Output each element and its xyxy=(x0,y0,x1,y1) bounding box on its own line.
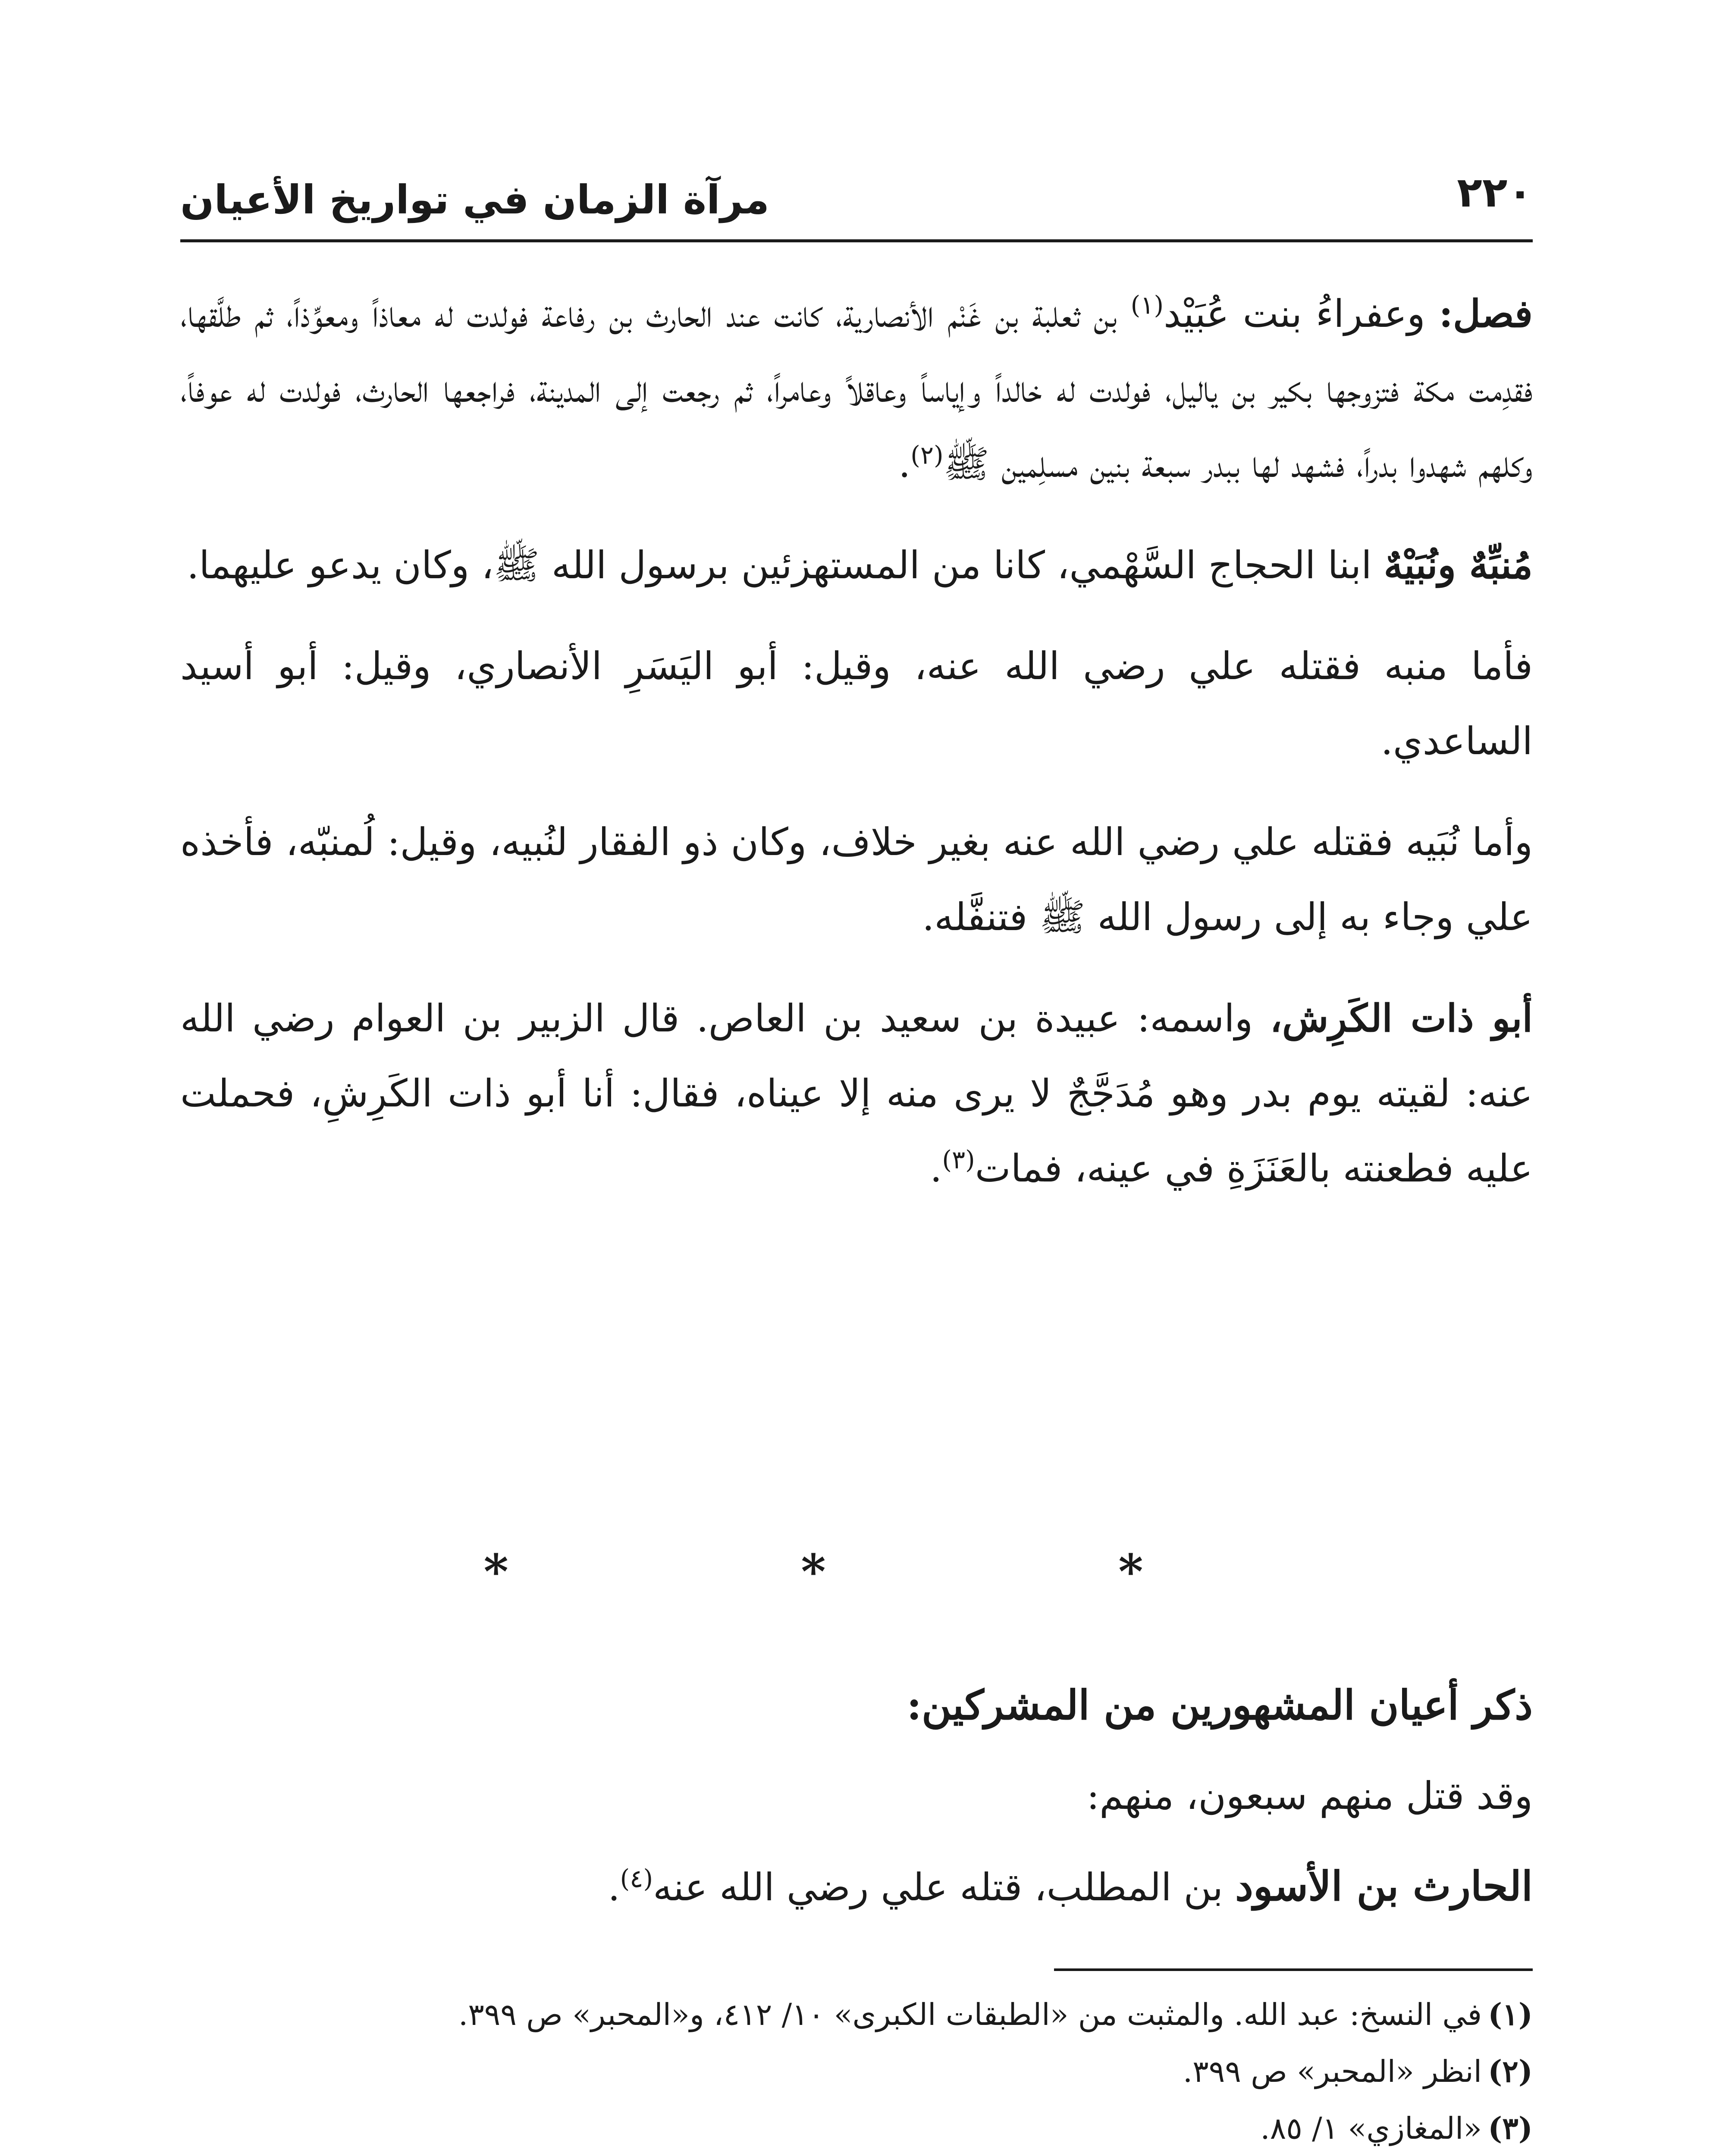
paragraph-text: . xyxy=(898,442,911,486)
paragraph-text: بن ثعلبة بن غَنْم الأنصارية، كانت عند الحارث بن رفاعة فولدت له معاذاً ومعوِّذاً، ثم طلَّقها، فقدِمت مكة فتزوجها بكير بن ياليل، فولدت له خالداً وإياساً وعاقلاً وعامراً، ثم رجعت إلى المدينة، فراجعها الحارث، فولدت له عوفاً، وكلهم شهدوا بدراً، فشهد لها ببدر سبعة بنين مسلِمين ﷺ xyxy=(180,291,1533,486)
header-rule xyxy=(180,239,1533,242)
paragraph-lead: فصل: xyxy=(1439,291,1533,336)
footnote-rule xyxy=(1054,1968,1533,1971)
divider-star: * xyxy=(483,1544,595,1599)
paragraph-text: وأما نُبَيه فقتله علي رضي الله عنه بغير خلاف، وكان ذو الفقار لنُبيه، وقيل: لُمنبّه، فأخذه علي وجاء به إلى رسول الله ﷺ فتنفَّله. xyxy=(180,820,1533,939)
paragraph-afra xyxy=(180,276,1533,501)
main-text xyxy=(180,276,1533,1232)
footnote-text: «المغازي» ١/ ٨٥. xyxy=(1260,2111,1482,2146)
item-text: . xyxy=(608,1865,620,1909)
paragraph-text: فأما منبه فقتله علي رضي الله عنه، وقيل: أبو اليَسَرِ الأنصاري، وقيل: أبو أسيد الساعدي. xyxy=(180,644,1533,763)
page-number: ٢٢٠ xyxy=(1457,168,1533,216)
section-item xyxy=(180,1846,1533,1928)
paragraph-lead: مُنبِّهٌ ونُبَيْهٌ xyxy=(1384,542,1533,587)
paragraph-munabbih xyxy=(180,527,1533,603)
footnote-number: (٣) xyxy=(1488,2110,1533,2146)
footnote-number: (١) xyxy=(1488,1996,1533,2032)
paragraph-text: واسمه: عبيدة بن سعيد بن العاص. قال الزبير بن العوام رضي الله عنه: لقيته يوم بدر وهو مُدَجَّجٌ لا يرى منه إلا عيناه، فقال: أنا أبو ذات الكَرِشِ، فحملت عليه فطعنته بالعَنَزَةِ في عينه، فمات xyxy=(180,996,1533,1191)
item-lead: الحارث بن الأسود xyxy=(1235,1863,1533,1910)
item-text: بن المطلب، قتله علي رضي الله عنه xyxy=(653,1865,1235,1909)
running-title: مرآة الزمان في تواريخ الأعيان xyxy=(180,177,769,223)
paragraph-abu-dhat-al-karish xyxy=(180,981,1533,1206)
footnote-ref-3[interactable]: (٣) xyxy=(942,1145,975,1175)
paragraph-munabbih-killer xyxy=(180,629,1533,779)
footnote-number: (٢) xyxy=(1488,2053,1533,2089)
paragraph-nubayh xyxy=(180,805,1533,955)
section-divider xyxy=(0,1544,1713,1599)
footnote-1 xyxy=(180,1988,1533,2041)
paragraph-text: . xyxy=(930,1146,942,1191)
paragraph-lead: أبو ذات الكَرِش، xyxy=(1270,996,1533,1040)
section-heading: ذكر أعيان المشهورين من المشركين: xyxy=(907,1682,1533,1729)
footnotes xyxy=(180,1988,1533,2156)
section-polytheists xyxy=(180,1664,1533,1937)
paragraph-text: وعفراءُ بنت عُبَيْد xyxy=(1164,291,1439,336)
page-header xyxy=(180,164,1533,229)
footnote-text: انظر «المحبر» ص ٣٩٩. xyxy=(1183,2054,1482,2089)
paragraph-text: ابنا الحجاج السَّهْمي، كانا من المستهزئين برسول الله ﷺ، وكان يدعو عليهما. xyxy=(187,543,1384,587)
footnote-3 xyxy=(180,2102,1533,2155)
divider-star: * xyxy=(1118,1544,1230,1599)
section-intro: وقد قتل منهم سبعون، منهم: xyxy=(1086,1774,1533,1818)
footnote-2 xyxy=(180,2045,1533,2098)
divider-star: * xyxy=(801,1544,912,1599)
footnote-text: في النسخ: عبد الله. والمثبت من «الطبقات الكبرى» ١٠/ ٤١٢، و«المحبر» ص ٣٩٩. xyxy=(458,1997,1482,2032)
footnote-ref-1[interactable]: (١) xyxy=(1130,290,1164,320)
footnote-ref-4[interactable]: (٤) xyxy=(620,1864,653,1893)
footnote-ref-2[interactable]: (٢) xyxy=(910,440,944,470)
